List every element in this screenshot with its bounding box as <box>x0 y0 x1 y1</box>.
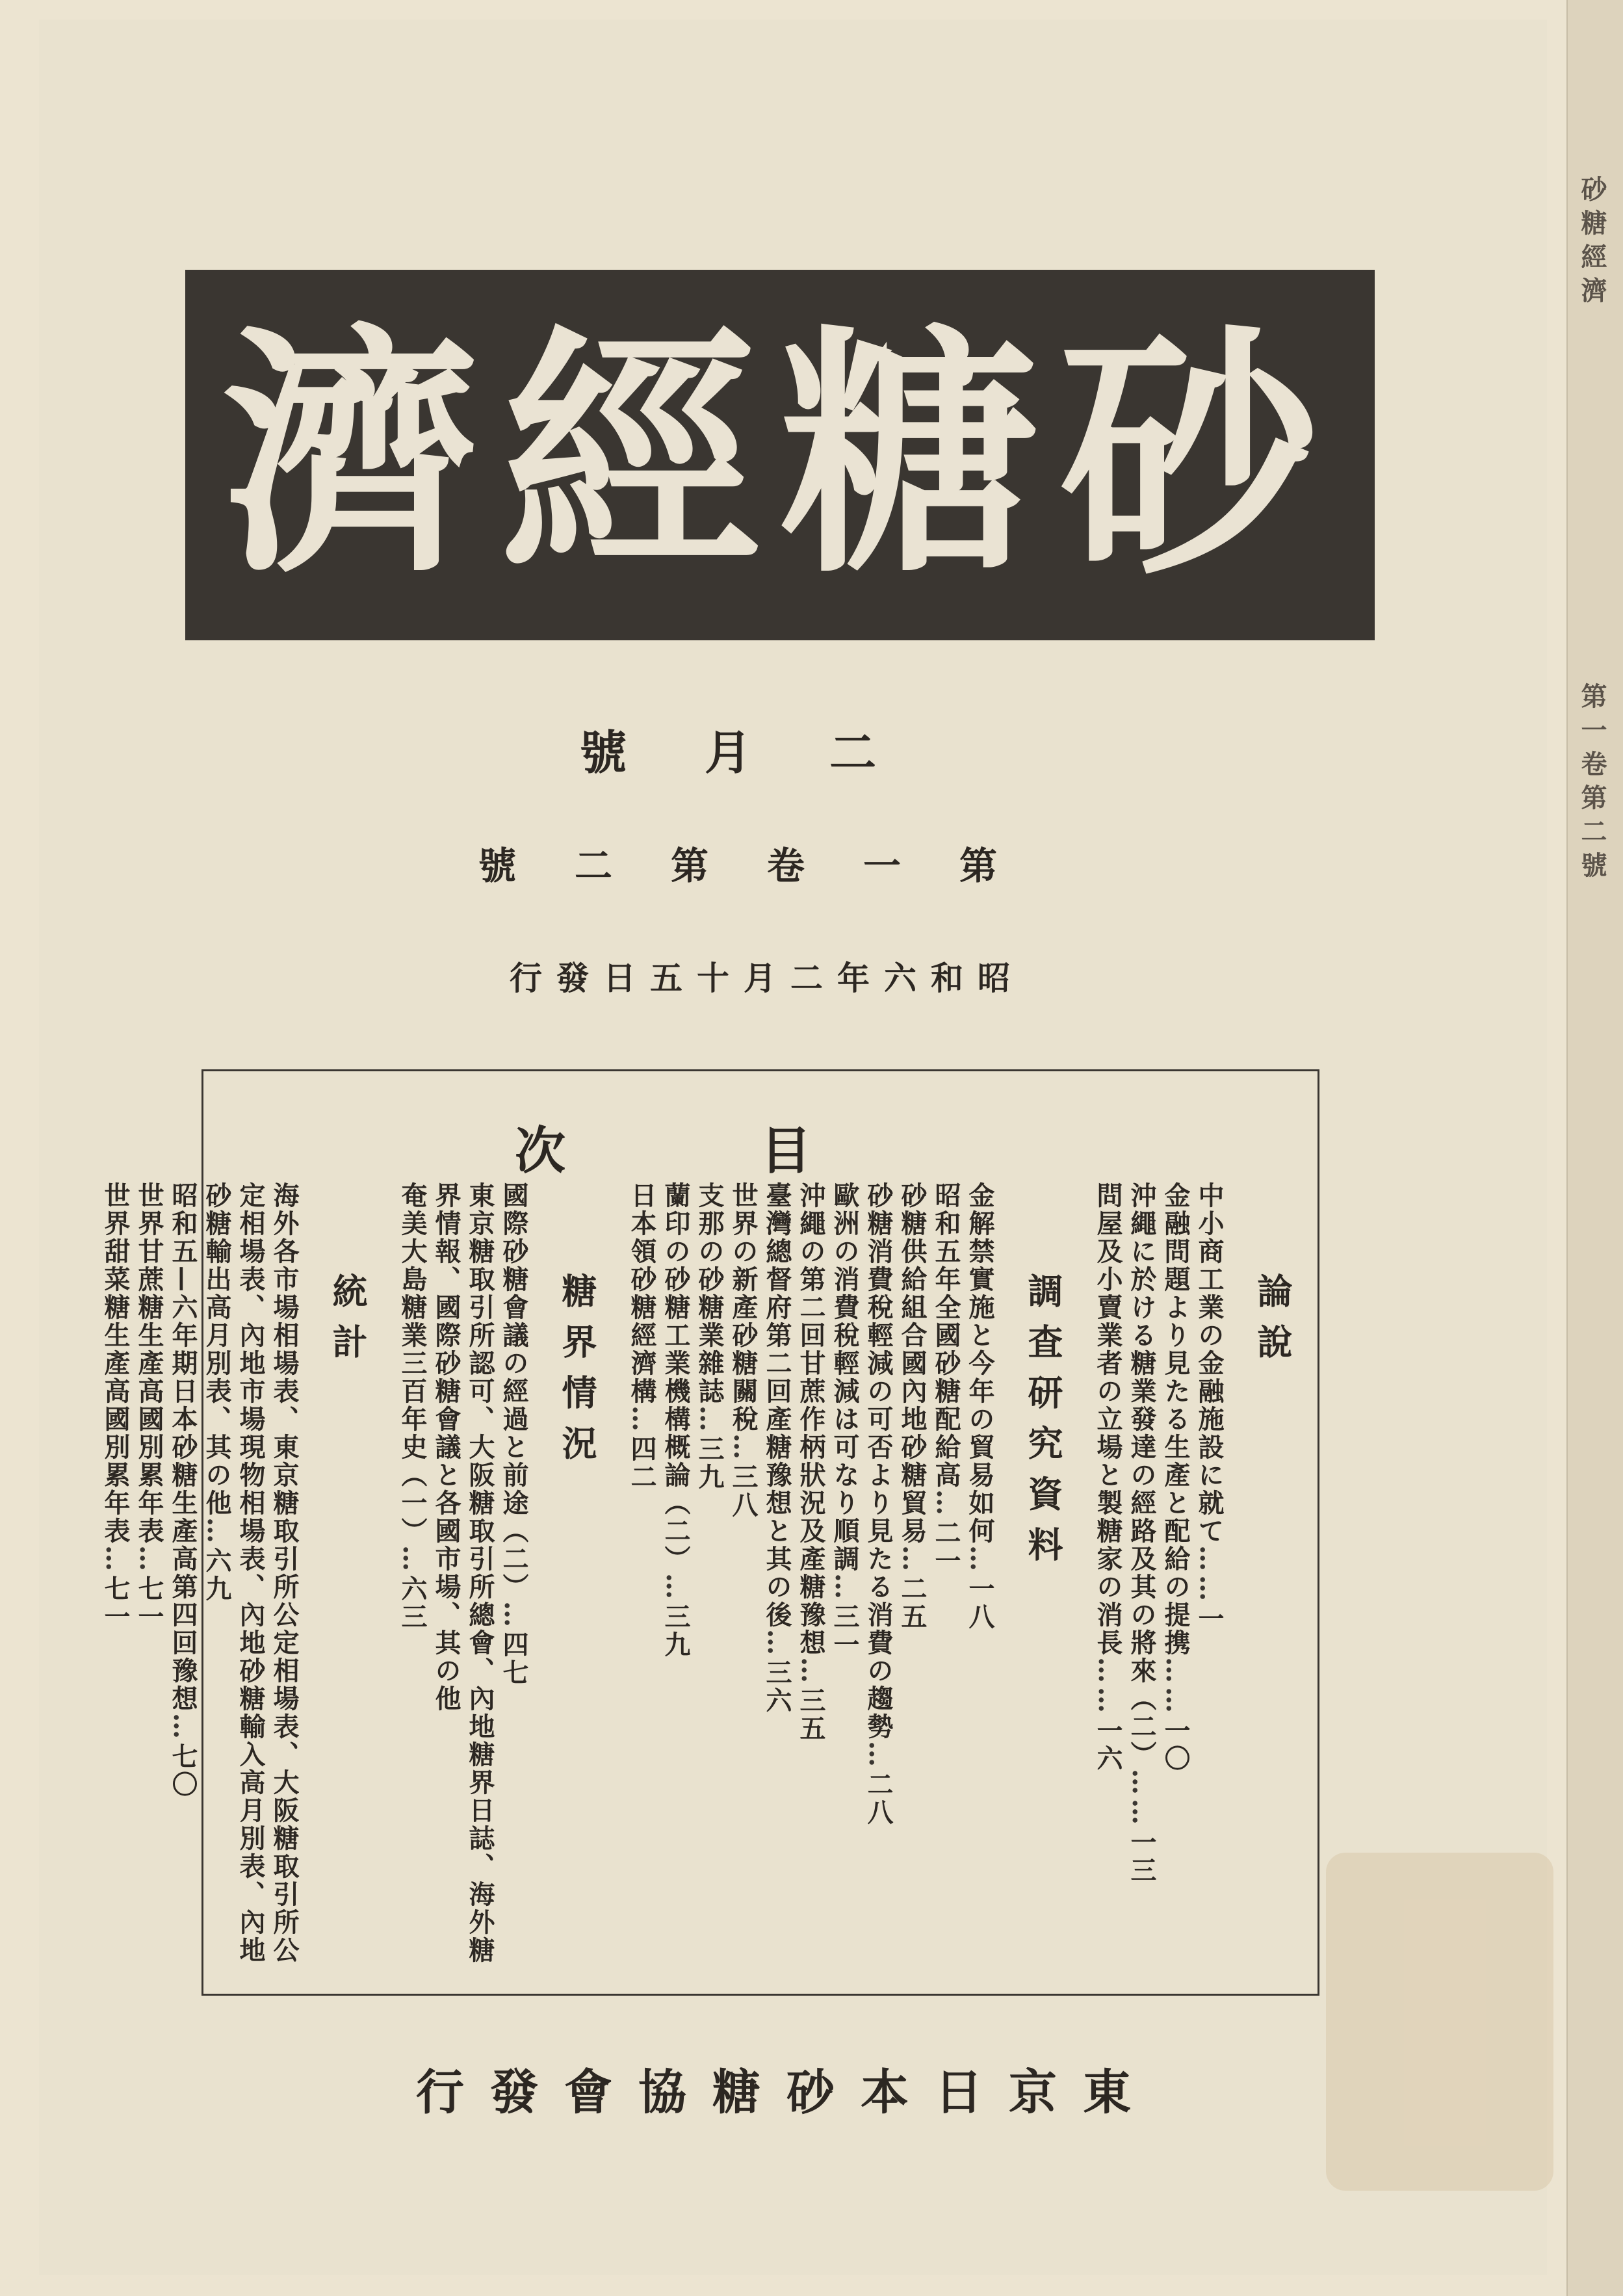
toc-item[interactable]: 昭和五年全國砂糖配給高…二一 <box>931 1182 961 1575</box>
toc-section-items <box>625 1182 996 1974</box>
toc-section-items <box>1091 1182 1226 1974</box>
toc-item[interactable]: 金融問題より見たる生產と配給の提携……一〇 <box>1160 1182 1191 1773</box>
masthead <box>185 270 1375 640</box>
toc-section-title: 糖界情況 <box>556 1273 598 1476</box>
issue-month: 二月號 <box>579 725 954 780</box>
toc-item[interactable]: 中小商工業の金融施設に就て……一 <box>1194 1182 1225 1633</box>
volume-issue: 第一卷第二號 <box>478 844 1056 888</box>
toc-item[interactable]: 臺灣總督府第二回產糖豫想と其の後…三六 <box>762 1182 792 1715</box>
toc-item[interactable]: 蘭印の砂糖工業機構概論（二）…三九 <box>660 1182 691 1659</box>
toc-item[interactable]: 沖繩の第二回甘蔗作柄狀況及產糖豫想…三五 <box>796 1182 826 1743</box>
toc-item[interactable]: 砂糖消費稅輕減の可否より見たる消費の趨勢…二八 <box>863 1182 894 1827</box>
toc-item[interactable]: 東京糖取引所認可、大阪糖取引所總會、內地糖界日誌、海外糖界情報、國際砂糖會議と各國市場、其の他 <box>431 1182 495 1964</box>
toc-item[interactable]: 沖繩に於ける糖業發達の經路及其の將來（二）……一三 <box>1126 1182 1157 1885</box>
spine-volume: 第一卷第二號 <box>1577 683 1607 885</box>
toc-section-title: 統計 <box>327 1273 369 1374</box>
table-of-contents <box>100 1069 1319 1996</box>
toc-section-title: 調査研究資料 <box>1022 1273 1064 1577</box>
publisher: 東京日本砂糖協會發行 <box>416 2065 1157 2120</box>
toc-item[interactable]: 問屋及小賣業者の立場と製糖家の消長……一六 <box>1093 1182 1123 1773</box>
toc-item[interactable]: 金解禁實施と今年の貿易如何…一八 <box>965 1182 995 1631</box>
spine-title: 砂糖經濟 <box>1577 176 1607 311</box>
toc-item[interactable]: 支那の砂糖業雜誌…三九 <box>694 1182 725 1491</box>
toc-section-title: 論說 <box>1252 1273 1293 1374</box>
toc-body <box>100 1182 1298 1974</box>
paper-stain <box>1326 1853 1553 2191</box>
toc-item[interactable]: 國際砂糖會議の經過と前途（二）…四七 <box>499 1182 529 1687</box>
magazine-title: 砂糖經濟 <box>221 302 1339 608</box>
toc-item[interactable]: 砂糖供給組合國內地砂糖貿易…二五 <box>897 1182 928 1631</box>
toc-item[interactable]: 奄美大島糖業三百年史（一）…六三 <box>397 1182 428 1631</box>
toc-item[interactable]: 世界甘蔗糖生產高國別累年表…七一 <box>134 1182 164 1631</box>
toc-item[interactable]: 海外各市場相場表、東京糖取引所公定相場表、大阪糖取引所公定相場表、內地市場現物相場表、內地砂糖輸入高月別表、內地砂糖輸出高月別表、其の他…六九 <box>201 1182 300 1964</box>
toc-item[interactable]: 歐洲の消費稅輕減は可なり順調…三一 <box>829 1182 860 1659</box>
toc-item[interactable]: 日本領砂糖經濟構…四二 <box>627 1182 657 1491</box>
toc-item[interactable]: 世界の新產砂糖關稅…三八 <box>728 1182 759 1519</box>
toc-item[interactable]: 世界甜菜糖生產高國別累年表…七一 <box>100 1182 131 1631</box>
spine <box>1566 0 1623 2296</box>
toc-heading: 目次 <box>514 1121 1006 1181</box>
publication-date: 昭和六年二月十五日發行 <box>510 959 1024 997</box>
toc-item[interactable]: 昭和五—六年期日本砂糖生產高第四回豫想…七〇 <box>168 1182 198 1799</box>
toc-section-items <box>395 1182 530 1974</box>
toc-section-items <box>98 1182 301 1974</box>
